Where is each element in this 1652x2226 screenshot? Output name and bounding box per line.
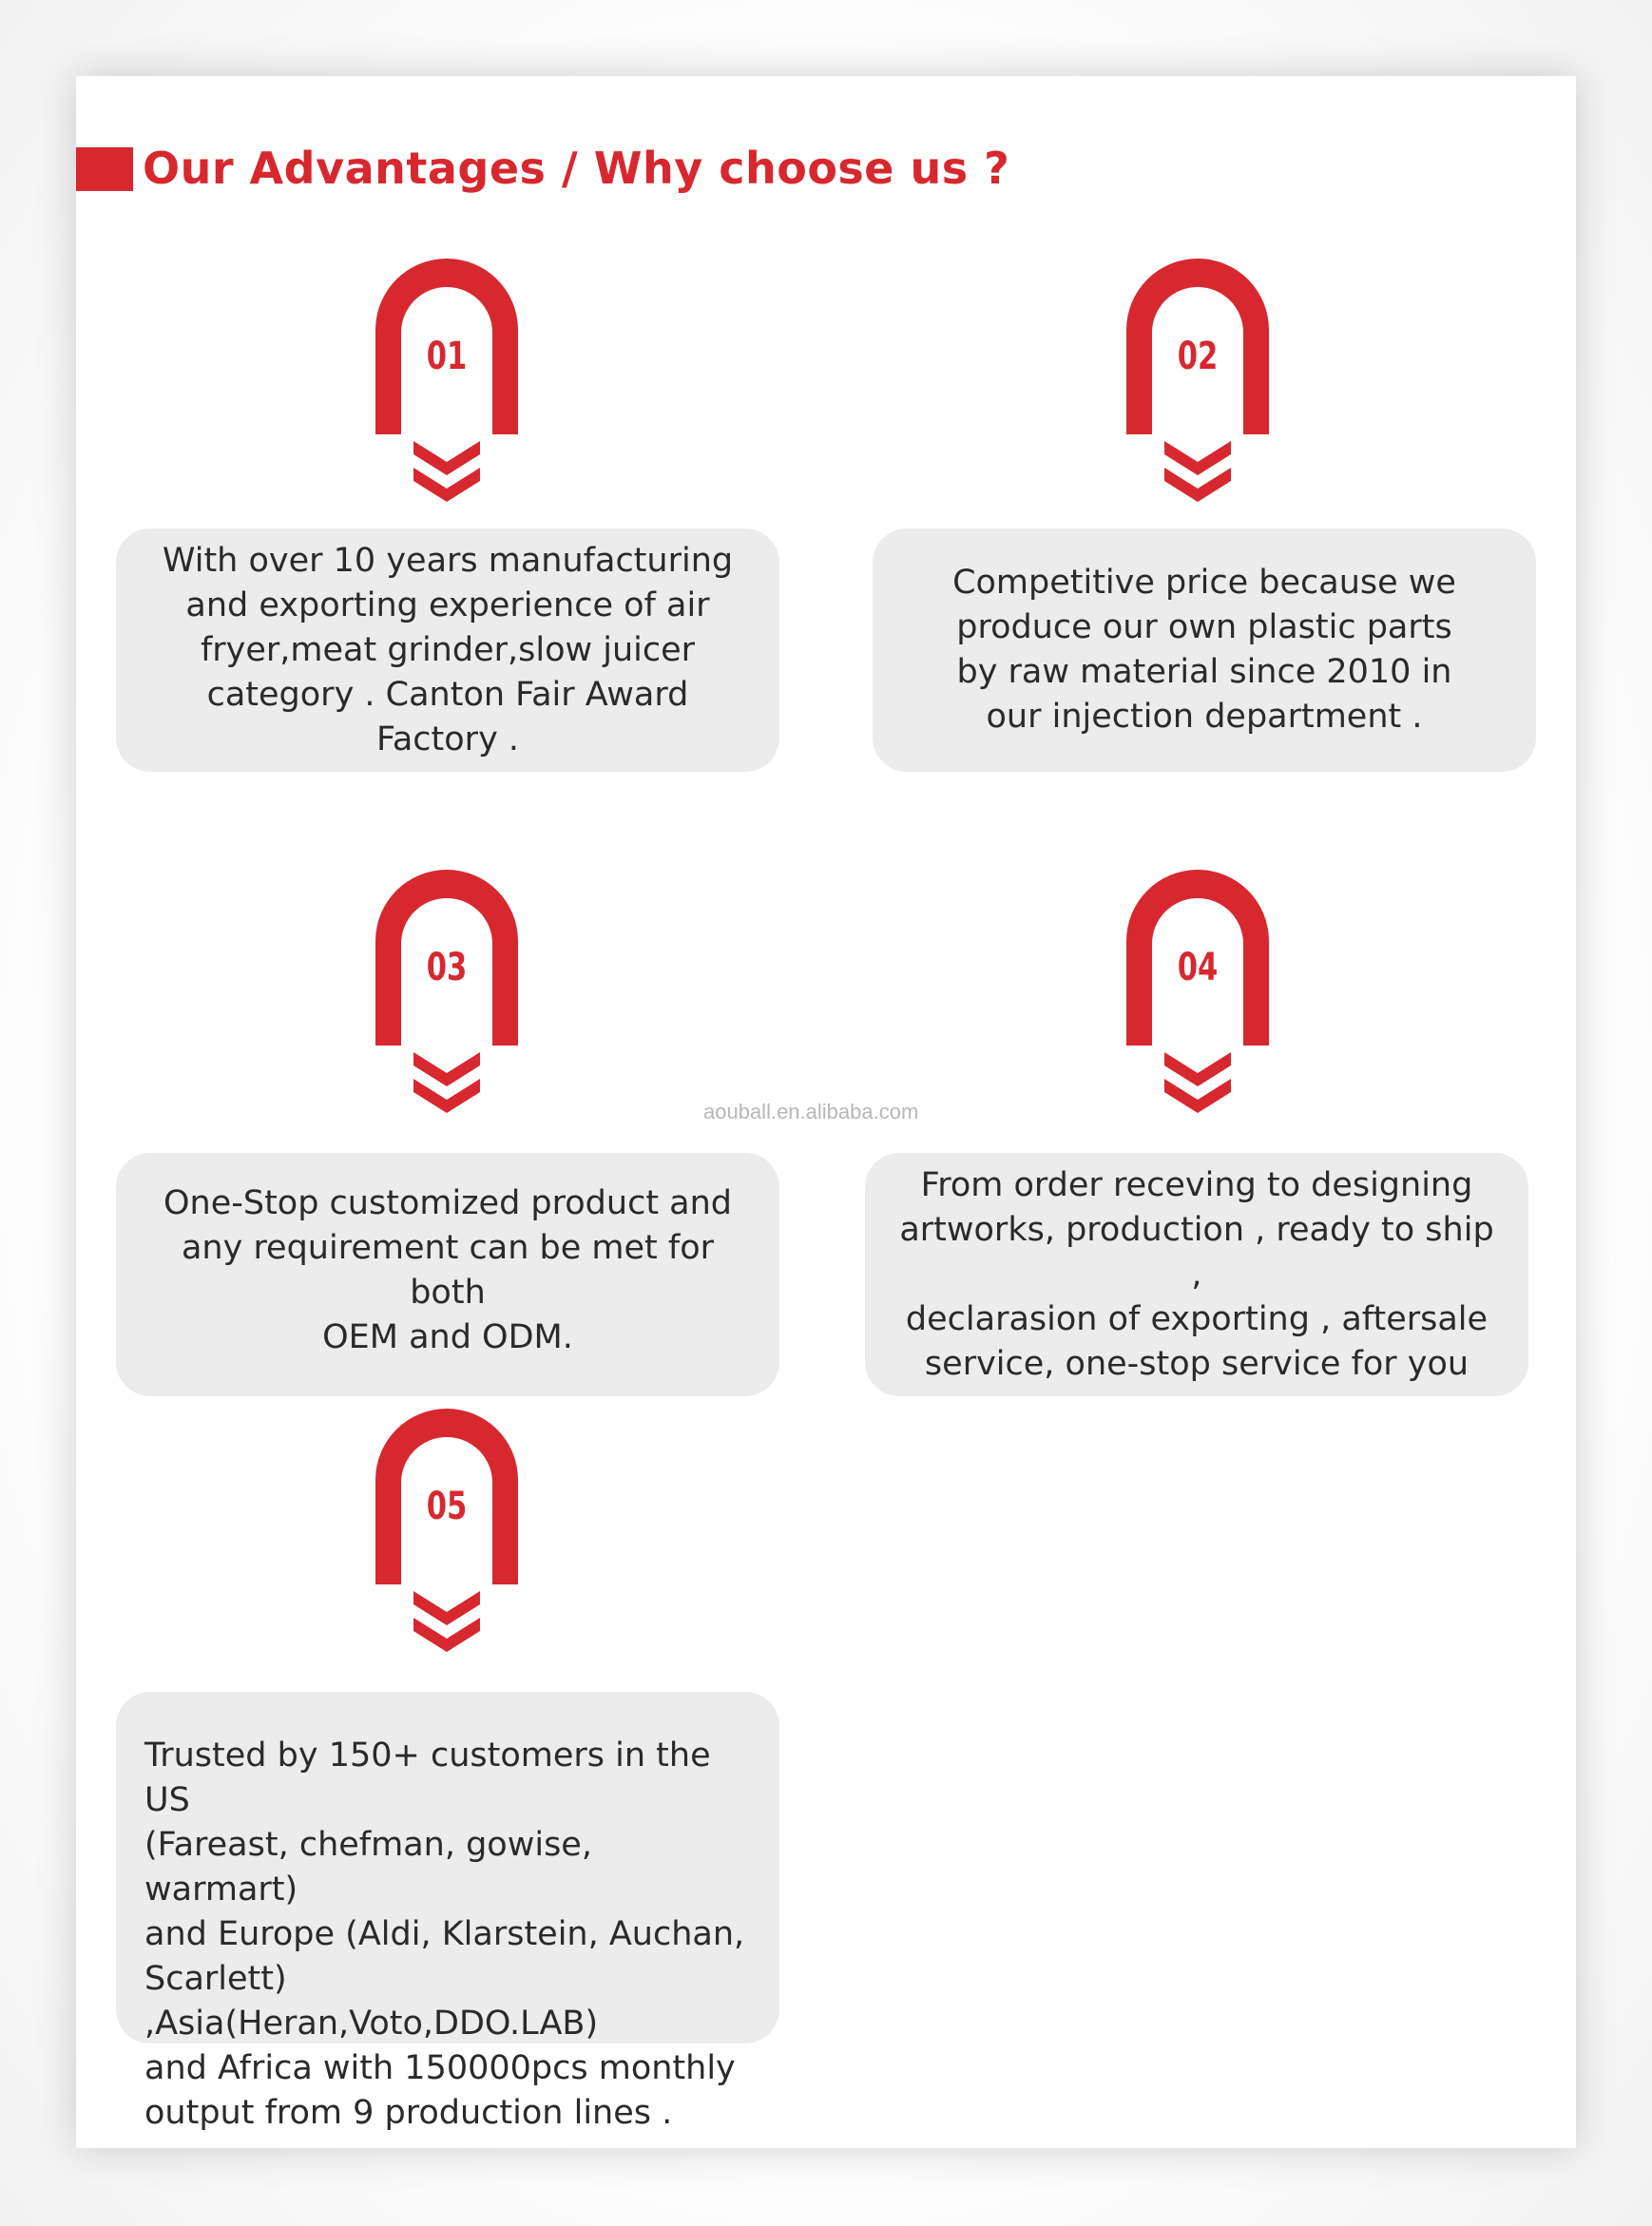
magnet-arrow-icon xyxy=(375,259,518,515)
advantage-number: 04 xyxy=(1177,946,1219,989)
advantage-card-03 xyxy=(116,1153,779,1396)
advantage-number: 03 xyxy=(426,946,468,989)
advantage-card-01 xyxy=(116,528,779,772)
advantage-text: With over 10 years manufacturing and exporting experience of air fryer,meat grinder,slow juicer category . Canton Fair Award Factory . xyxy=(162,541,734,758)
magnet-arrow-icon xyxy=(1126,870,1269,1126)
title-accent-bar xyxy=(76,147,133,191)
advantage-marker-05 xyxy=(375,1409,518,1665)
magnet-arrow-icon xyxy=(375,1409,518,1665)
magnet-arrow-icon xyxy=(375,870,518,1126)
advantage-card-05 xyxy=(116,1692,779,2132)
advantage-number: 05 xyxy=(426,1485,468,1528)
advantage-text: One-Stop customized product and any requirement can be met for both OEM and ODM. xyxy=(163,1184,733,1356)
advantage-text: Trusted by 150+ customers in the US (Fareast, chefman, gowise, warmart) and Europe (Aldi, Klarstein, Auchan, Scarlett) ,Asia(Heran,Voto,DDO.LAB) and Africa with 150000pcs monthly output from 9 production lines . xyxy=(144,1737,745,2132)
advantage-card-02 xyxy=(873,528,1536,772)
advantage-number: 02 xyxy=(1177,335,1219,378)
advantage-marker-01 xyxy=(375,259,518,515)
magnet-arrow-icon xyxy=(1126,259,1269,515)
advantage-text: Competitive price because we produce our own plastic parts by raw material since 2010 in our injection department . xyxy=(952,564,1456,736)
advantage-marker-02 xyxy=(1126,259,1269,515)
page-title: Our Advantages / Why choose us ? xyxy=(143,143,1010,194)
advantage-text: From order receving to designing artworks, production , ready to ship , declarasion of exporting , aftersale service, one-stop service for you xyxy=(899,1165,1494,1383)
advantage-number: 01 xyxy=(426,335,468,378)
watermark: aouball.en.alibaba.com xyxy=(703,1100,919,1123)
advantage-marker-04 xyxy=(1126,870,1269,1126)
advantage-marker-03 xyxy=(375,870,518,1126)
advantage-card-04 xyxy=(865,1153,1528,1396)
